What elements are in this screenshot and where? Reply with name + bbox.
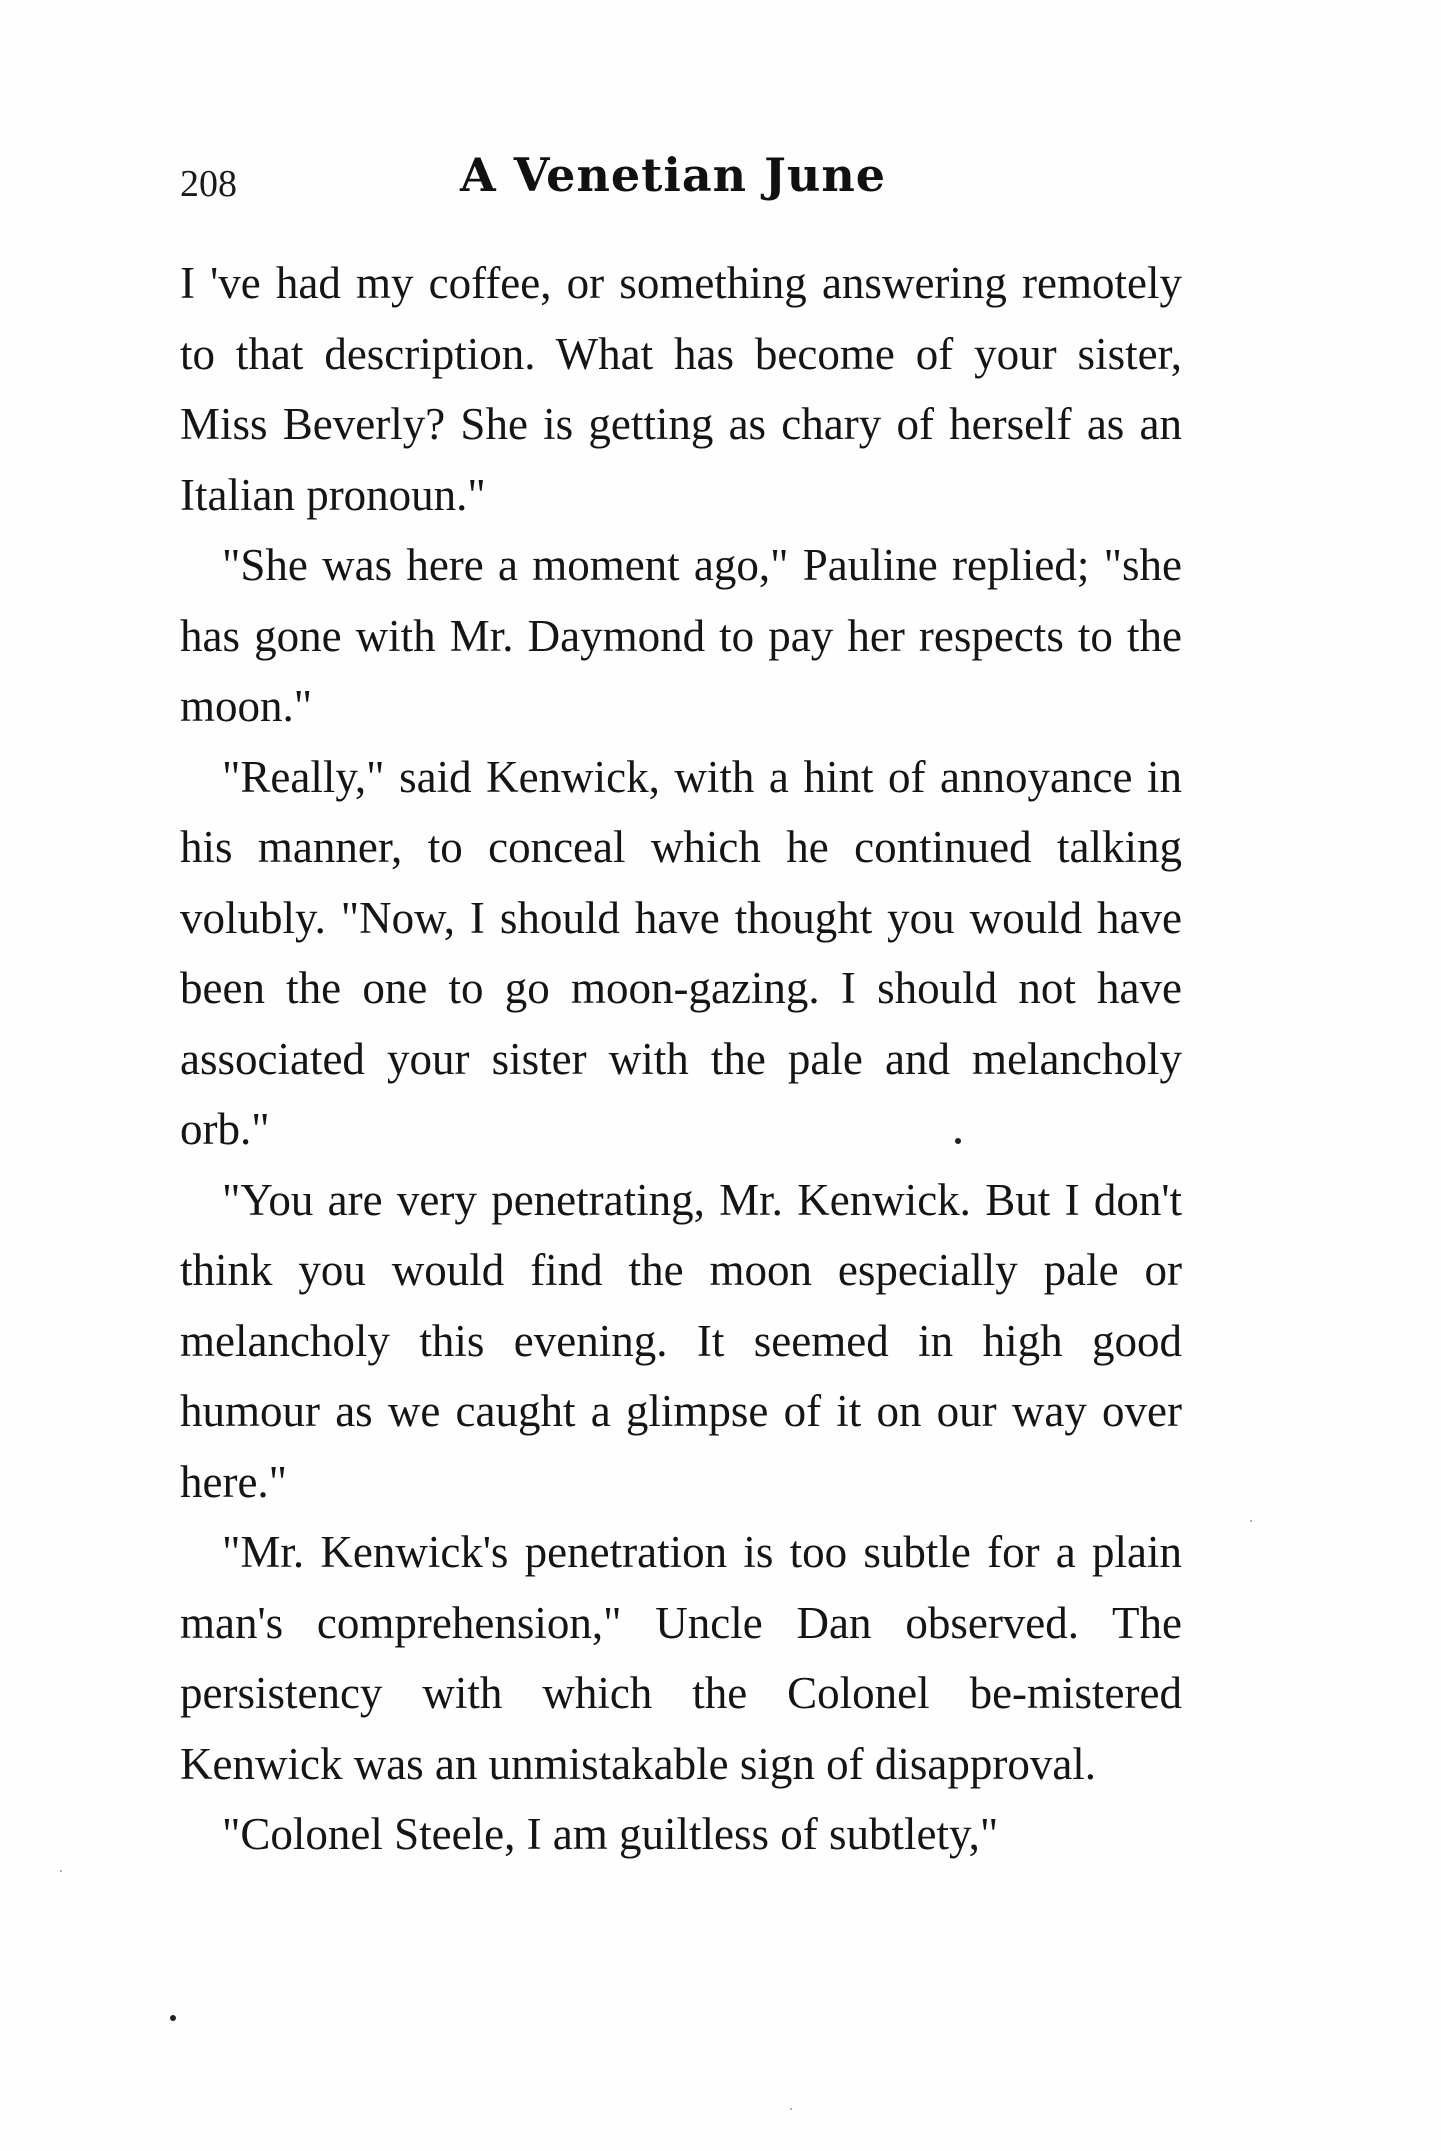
print-speck — [60, 1870, 62, 1872]
running-title: A Venetian June — [460, 148, 887, 202]
print-speck — [1250, 1520, 1252, 1522]
page-number: 208 — [180, 163, 237, 205]
page-header — [180, 148, 1180, 218]
paragraph-4: "You are very penetrating, Mr. Kenwick. But I don't think you would find the moon especially pale or melancholy this evening. It seemed in high good humour as we caught a glimpse of it on our way over here." — [180, 1174, 1182, 1507]
paragraph-5: "Mr. Kenwick's penetration is too subtle for a plain man's comprehension," Uncle Dan observed. The persistency with which the Colonel be-mistered Kenwick was an unmistakable sign of disapproval. — [180, 1527, 1182, 1789]
paragraph-2: "She was here a moment ago," Pauline replied; "she has gone with Mr. Daymond to pay her respects to the moon." — [180, 540, 1182, 731]
print-speck — [790, 2108, 792, 2110]
body-text — [180, 248, 1182, 1870]
paragraph-3: "Really," said Kenwick, with a hint of annoyance in his manner, to conceal which he continued talking volubly. "Now, I should have thought you would have been the one to go moon-gazing. I should not have associated your sister with the pale and melancholy orb." — [180, 751, 1182, 1154]
print-speck — [170, 2015, 176, 2021]
print-speck — [955, 1138, 961, 1144]
paragraph-6: "Colonel Steele, I am guiltless of subtlety," — [222, 1809, 999, 1859]
paragraph-1: I 've had my coffee, or something answering remotely to that description. What has become of your sister, Miss Beverly? She is getting as chary of herself as an Italian pronoun." — [180, 258, 1182, 520]
